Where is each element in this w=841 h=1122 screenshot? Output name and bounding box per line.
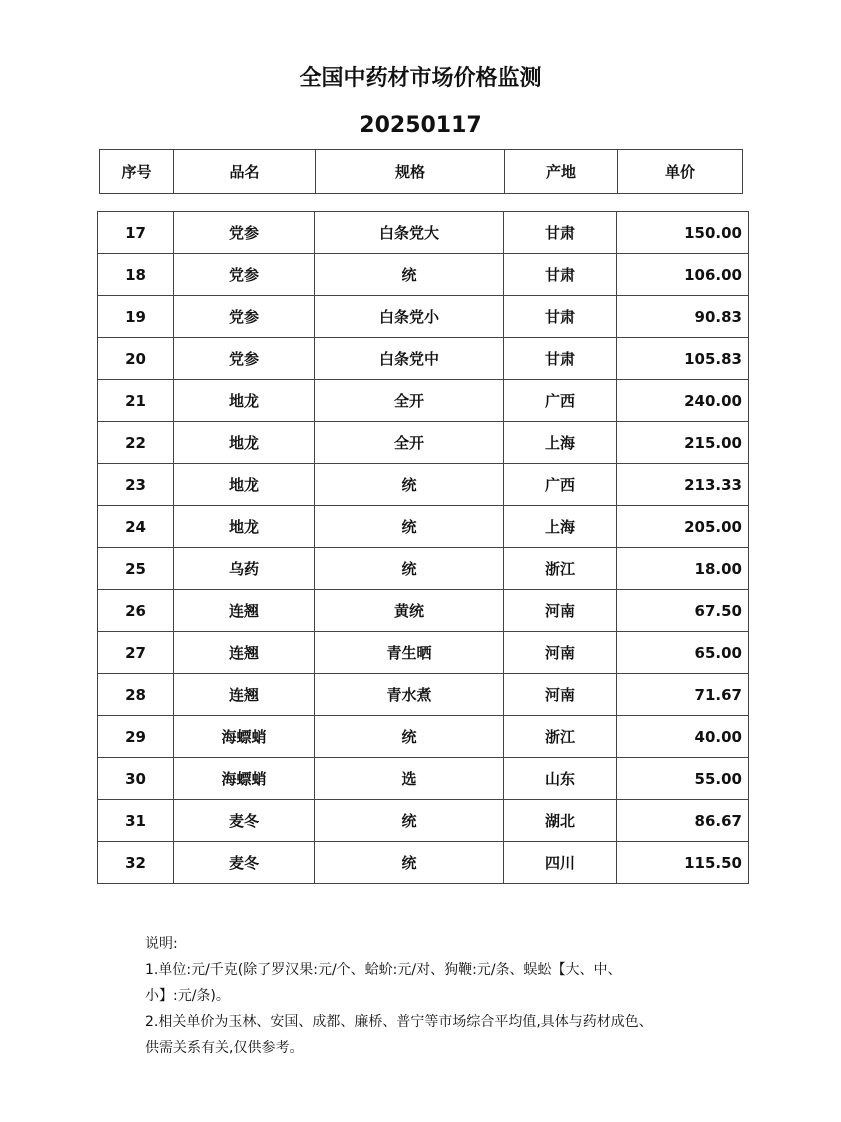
cell-spec: 白条党小 [315, 296, 504, 338]
cell-price: 90.83 [617, 296, 749, 338]
cell-origin: 广西 [504, 380, 617, 422]
cell-no: 17 [98, 212, 174, 254]
cell-no: 22 [98, 422, 174, 464]
table-row [98, 296, 749, 338]
cell-price: 86.67 [617, 800, 749, 842]
cell-no: 20 [98, 338, 174, 380]
cell-origin: 上海 [504, 506, 617, 548]
cell-name: 党参 [174, 338, 315, 380]
cell-name: 连翘 [174, 590, 315, 632]
cell-price: 71.67 [617, 674, 749, 716]
column-header-price: 单价 [618, 150, 743, 194]
cell-no: 24 [98, 506, 174, 548]
cell-price: 18.00 [617, 548, 749, 590]
table-row [98, 758, 749, 800]
table-row [98, 380, 749, 422]
cell-spec: 选 [315, 758, 504, 800]
cell-name: 麦冬 [174, 800, 315, 842]
cell-no: 27 [98, 632, 174, 674]
cell-no: 29 [98, 716, 174, 758]
cell-no: 23 [98, 464, 174, 506]
cell-price: 55.00 [617, 758, 749, 800]
cell-origin: 甘肃 [504, 212, 617, 254]
column-header-no: 序号 [100, 150, 174, 194]
cell-name: 海螵蛸 [174, 716, 315, 758]
cell-name: 连翘 [174, 632, 315, 674]
cell-price: 205.00 [617, 506, 749, 548]
cell-origin: 山东 [504, 758, 617, 800]
cell-origin: 河南 [504, 632, 617, 674]
cell-no: 19 [98, 296, 174, 338]
cell-origin: 四川 [504, 842, 617, 884]
cell-name: 党参 [174, 212, 315, 254]
cell-price: 65.00 [617, 632, 749, 674]
cell-name: 地龙 [174, 464, 315, 506]
cell-spec: 统 [315, 800, 504, 842]
column-header-spec: 规格 [316, 150, 505, 194]
cell-no: 30 [98, 758, 174, 800]
cell-name: 党参 [174, 254, 315, 296]
notes-section [145, 931, 705, 1061]
notes-heading: 说明: [145, 936, 178, 952]
cell-no: 28 [98, 674, 174, 716]
cell-price: 115.50 [617, 842, 749, 884]
cell-spec: 统 [315, 506, 504, 548]
cell-spec: 青生晒 [315, 632, 504, 674]
cell-name: 乌药 [174, 548, 315, 590]
cell-price: 67.50 [617, 590, 749, 632]
notes-line: 小】:元/条)。 [145, 988, 230, 1004]
notes-line: 1.单位:元/千克(除了罗汉果:元/个、蛤蚧:元/对、狗鞭:元/条、蜈蚣【大、中、 [145, 962, 622, 978]
cell-name: 麦冬 [174, 842, 315, 884]
table-row [98, 842, 749, 884]
cell-price: 106.00 [617, 254, 749, 296]
table-row [98, 506, 749, 548]
cell-origin: 甘肃 [504, 296, 617, 338]
cell-no: 21 [98, 380, 174, 422]
cell-no: 31 [98, 800, 174, 842]
table-row [98, 800, 749, 842]
table-row [98, 464, 749, 506]
table-header [99, 149, 743, 194]
cell-origin: 甘肃 [504, 338, 617, 380]
page-title: 全国中药材市场价格监测 [299, 66, 542, 91]
header-row [100, 150, 743, 194]
column-header-origin: 产地 [505, 150, 618, 194]
cell-price: 213.33 [617, 464, 749, 506]
cell-spec: 黄统 [315, 590, 504, 632]
cell-name: 海螵蛸 [174, 758, 315, 800]
cell-spec: 统 [315, 716, 504, 758]
cell-no: 18 [98, 254, 174, 296]
table-row [98, 632, 749, 674]
cell-name: 地龙 [174, 380, 315, 422]
cell-spec: 全开 [315, 422, 504, 464]
table-row [98, 590, 749, 632]
cell-origin: 浙江 [504, 716, 617, 758]
table-row [98, 338, 749, 380]
cell-price: 150.00 [617, 212, 749, 254]
table-row [98, 422, 749, 464]
cell-no: 25 [98, 548, 174, 590]
cell-no: 32 [98, 842, 174, 884]
cell-spec: 白条党中 [315, 338, 504, 380]
table-row [98, 212, 749, 254]
cell-origin: 上海 [504, 422, 617, 464]
cell-price: 105.83 [617, 338, 749, 380]
cell-spec: 统 [315, 254, 504, 296]
cell-origin: 河南 [504, 590, 617, 632]
cell-name: 党参 [174, 296, 315, 338]
cell-price: 215.00 [617, 422, 749, 464]
notes-line: 2.相关单价为玉林、安国、成都、廉桥、普宁等市场综合平均值,具体与药材成色、 [145, 1014, 653, 1030]
cell-origin: 湖北 [504, 800, 617, 842]
report-date: 20250117 [359, 113, 482, 138]
cell-spec: 统 [315, 464, 504, 506]
cell-spec: 青水煮 [315, 674, 504, 716]
table-row [98, 548, 749, 590]
cell-price: 240.00 [617, 380, 749, 422]
cell-name: 地龙 [174, 506, 315, 548]
cell-price: 40.00 [617, 716, 749, 758]
cell-origin: 甘肃 [504, 254, 617, 296]
cell-name: 地龙 [174, 422, 315, 464]
cell-spec: 统 [315, 548, 504, 590]
cell-spec: 白条党大 [315, 212, 504, 254]
cell-spec: 全开 [315, 380, 504, 422]
cell-origin: 广西 [504, 464, 617, 506]
column-header-name: 品名 [174, 150, 316, 194]
cell-name: 连翘 [174, 674, 315, 716]
notes-line: 供需关系有关,仅供参考。 [145, 1040, 304, 1056]
cell-spec: 统 [315, 842, 504, 884]
cell-origin: 河南 [504, 674, 617, 716]
cell-no: 26 [98, 590, 174, 632]
price-table [97, 211, 749, 884]
table-row [98, 716, 749, 758]
table-row [98, 674, 749, 716]
cell-origin: 浙江 [504, 548, 617, 590]
table-row [98, 254, 749, 296]
